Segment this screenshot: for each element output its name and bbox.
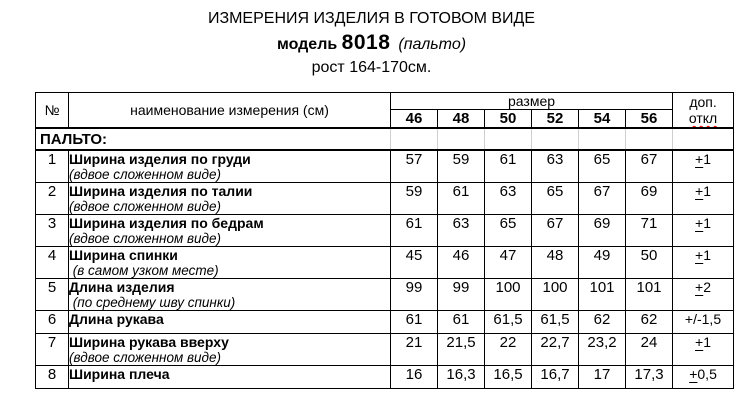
measurement-name-cell bbox=[69, 150, 391, 183]
value-cell: 16,7 bbox=[532, 366, 579, 389]
measurement-row bbox=[36, 183, 734, 215]
measurement-sub: (вдвое сложенном виде) bbox=[69, 231, 221, 246]
row-number-cell: 3 bbox=[36, 215, 69, 247]
measurement-row bbox=[36, 150, 734, 183]
measurement-name: Ширина спинки bbox=[69, 247, 178, 263]
column-header-tolerance bbox=[673, 93, 734, 129]
tolerance-cell: +1 bbox=[673, 150, 734, 183]
table-body bbox=[36, 128, 734, 389]
tolerance-cell: +1 bbox=[673, 215, 734, 247]
measurement-name: Ширина плеча bbox=[69, 366, 170, 382]
value-cell: 61 bbox=[438, 311, 485, 334]
value-cell: 67 bbox=[626, 150, 673, 183]
tolerance-cell: +/-1,5 bbox=[673, 311, 734, 334]
value-cell: 61 bbox=[438, 183, 485, 215]
size-header-46: 46 bbox=[391, 110, 438, 129]
value-cell: 62 bbox=[626, 311, 673, 334]
plus-minus-sign: + bbox=[695, 183, 704, 199]
row-number-cell: 8 bbox=[36, 366, 69, 389]
value-cell: 63 bbox=[532, 150, 579, 183]
value-cell: 62 bbox=[579, 311, 626, 334]
row-number-cell: 6 bbox=[36, 311, 69, 334]
size-header-52: 52 bbox=[532, 110, 579, 129]
value-cell: 101 bbox=[626, 279, 673, 311]
size-header-50: 50 bbox=[485, 110, 532, 129]
value-cell: 67 bbox=[532, 215, 579, 247]
value-cell: 21 bbox=[391, 334, 438, 366]
model-type: (пальто) bbox=[398, 36, 467, 53]
document-header bbox=[0, 0, 743, 78]
tolerance-cell: +1 bbox=[673, 334, 734, 366]
value-cell: 48 bbox=[532, 247, 579, 279]
measurement-name: Ширина изделия по груди bbox=[69, 151, 251, 167]
value-cell: 101 bbox=[579, 279, 626, 311]
column-header-number: № bbox=[36, 93, 69, 129]
value-cell: 23,2 bbox=[579, 334, 626, 366]
value-cell: 100 bbox=[532, 279, 579, 311]
header-row-top bbox=[36, 93, 734, 110]
measurement-name: Ширина рукава вверху bbox=[69, 334, 229, 350]
row-number-cell: 5 bbox=[36, 279, 69, 311]
measurement-row bbox=[36, 311, 734, 334]
size-header-48: 48 bbox=[438, 110, 485, 129]
measurement-sub: (в самом узком месте) bbox=[69, 263, 219, 278]
tolerance-cell: +2 bbox=[673, 279, 734, 311]
measurement-name: Длина изделия bbox=[69, 279, 175, 295]
value-cell: 57 bbox=[391, 150, 438, 183]
value-cell: 69 bbox=[626, 183, 673, 215]
measurement-name-cell bbox=[69, 311, 391, 334]
value-cell: 63 bbox=[438, 215, 485, 247]
plus-minus-sign: + bbox=[689, 366, 698, 382]
measurement-name-cell bbox=[69, 366, 391, 389]
value-cell: 99 bbox=[391, 279, 438, 311]
measurements-table bbox=[35, 92, 734, 389]
measurement-name: Длина рукава bbox=[69, 311, 164, 327]
value-cell: 99 bbox=[438, 279, 485, 311]
tolerance-header-line2: откл bbox=[688, 110, 718, 126]
value-cell: 22,7 bbox=[532, 334, 579, 366]
value-cell: 100 bbox=[485, 279, 532, 311]
value-cell: 65 bbox=[485, 215, 532, 247]
value-cell: 69 bbox=[579, 215, 626, 247]
measurement-row bbox=[36, 334, 734, 366]
value-cell: 50 bbox=[626, 247, 673, 279]
value-cell: 61,5 bbox=[532, 311, 579, 334]
measurement-name: Ширина изделия по талии bbox=[69, 183, 253, 199]
measurement-sub: (вдвое сложенном виде) bbox=[69, 350, 221, 365]
model-label: модель bbox=[276, 36, 338, 53]
plus-minus-sign: + bbox=[695, 334, 704, 350]
value-cell: 16,5 bbox=[485, 366, 532, 389]
value-cell: 21,5 bbox=[438, 334, 485, 366]
plus-minus-sign: + bbox=[695, 151, 704, 167]
plus-minus-sign: + bbox=[695, 247, 704, 263]
value-cell: 61 bbox=[485, 150, 532, 183]
measurement-name-cell bbox=[69, 183, 391, 215]
column-header-name: наименование измерения (см) bbox=[69, 93, 391, 129]
document-title: ИЗМЕРЕНИЯ ИЗДЕЛИЯ В ГОТОВОМ ВИДЕ bbox=[207, 10, 536, 27]
table-header bbox=[36, 93, 734, 129]
measurement-name: Ширина изделия по бедрам bbox=[69, 215, 264, 231]
tolerance-cell: +0,5 bbox=[673, 366, 734, 389]
tolerance-cell: +1 bbox=[673, 183, 734, 215]
tolerance-cell: +1 bbox=[673, 247, 734, 279]
measurement-name-cell bbox=[69, 279, 391, 311]
size-header-56: 56 bbox=[626, 110, 673, 129]
row-number-cell: 1 bbox=[36, 150, 69, 183]
plus-minus-sign: + bbox=[695, 279, 704, 295]
value-cell: 61 bbox=[391, 215, 438, 247]
value-cell: 17,3 bbox=[626, 366, 673, 389]
row-number-cell: 2 bbox=[36, 183, 69, 215]
measurement-row bbox=[36, 279, 734, 311]
value-cell: 16,3 bbox=[438, 366, 485, 389]
measurement-name-cell bbox=[69, 334, 391, 366]
value-cell: 67 bbox=[579, 183, 626, 215]
measurement-row bbox=[36, 247, 734, 279]
value-cell: 49 bbox=[579, 247, 626, 279]
value-cell: 71 bbox=[626, 215, 673, 247]
size-header-54: 54 bbox=[579, 110, 626, 129]
value-cell: 22 bbox=[485, 334, 532, 366]
value-cell: 59 bbox=[438, 150, 485, 183]
measurement-name-cell bbox=[69, 215, 391, 247]
measurement-row bbox=[36, 215, 734, 247]
column-header-size-group: размер bbox=[391, 93, 673, 110]
measurement-name-cell bbox=[69, 247, 391, 279]
tolerance-header-line1: доп. bbox=[689, 94, 717, 110]
model-number: 8018 bbox=[341, 31, 391, 54]
value-cell: 61 bbox=[391, 311, 438, 334]
height-range: рост 164-170см. bbox=[311, 59, 432, 76]
plus-minus-sign: + bbox=[695, 215, 704, 231]
value-cell: 24 bbox=[626, 334, 673, 366]
value-cell: 17 bbox=[579, 366, 626, 389]
value-cell: 61,5 bbox=[485, 311, 532, 334]
value-cell: 46 bbox=[438, 247, 485, 279]
section-label: ПАЛЬТО: bbox=[36, 128, 734, 150]
value-cell: 59 bbox=[391, 183, 438, 215]
value-cell: 16 bbox=[391, 366, 438, 389]
measurement-sub: (по среднему шву спинки) bbox=[69, 295, 236, 310]
value-cell: 65 bbox=[532, 183, 579, 215]
value-cell: 47 bbox=[485, 247, 532, 279]
value-cell: 65 bbox=[579, 150, 626, 183]
model-line bbox=[0, 30, 743, 58]
value-cell: 45 bbox=[391, 247, 438, 279]
section-row bbox=[36, 128, 734, 150]
value-cell: 63 bbox=[485, 183, 532, 215]
measurement-sub: (вдвое сложенном виде) bbox=[69, 167, 221, 182]
row-number-cell: 7 bbox=[36, 334, 69, 366]
row-number-cell: 4 bbox=[36, 247, 69, 279]
measurement-sub: (вдвое сложенном виде) bbox=[69, 199, 221, 214]
measurement-row bbox=[36, 366, 734, 389]
